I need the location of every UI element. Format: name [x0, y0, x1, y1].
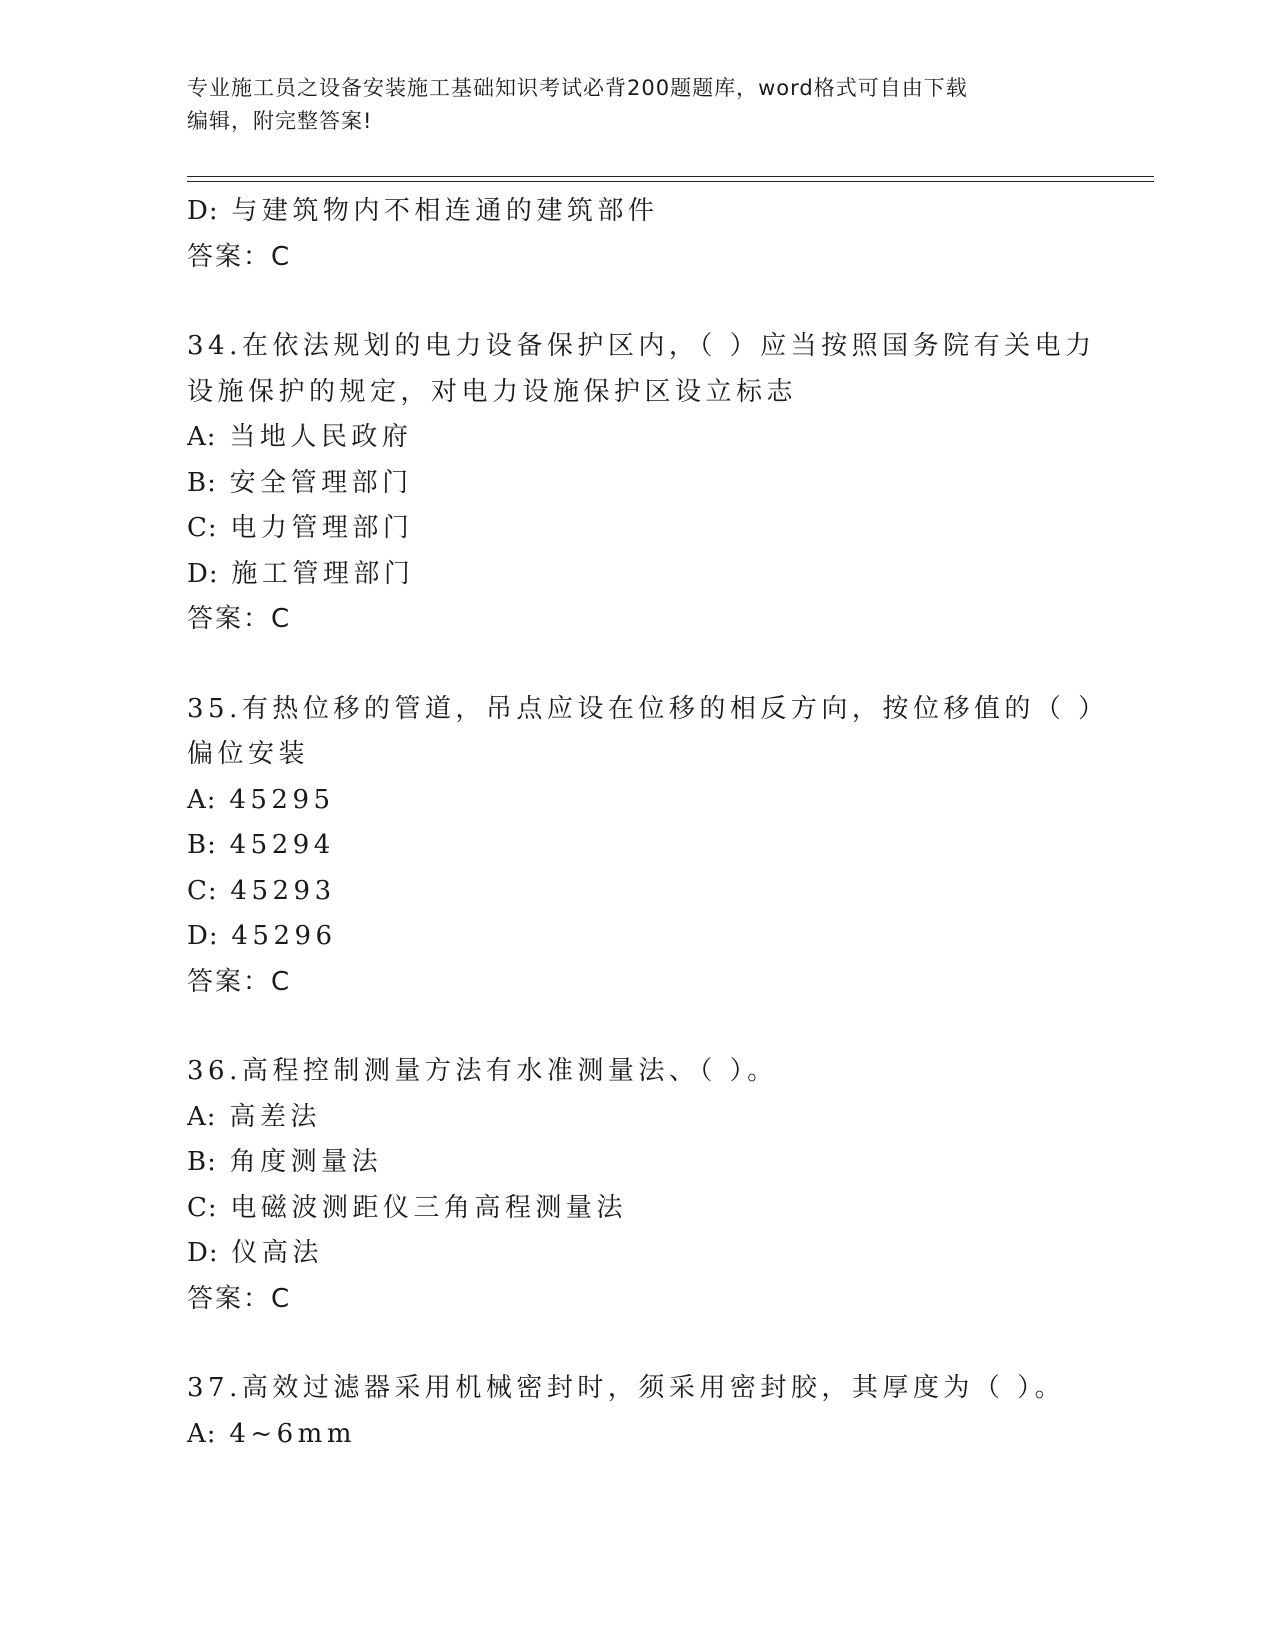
question-37: [187, 1366, 1067, 1457]
option-d: [187, 914, 1067, 960]
option-label: D:: [187, 1238, 219, 1268]
option-label: C:: [187, 875, 218, 906]
question-34: [187, 324, 1096, 643]
option-a: [187, 1412, 1067, 1458]
option-a: [187, 778, 1067, 824]
answer-line: 答案：C: [187, 1283, 292, 1314]
option-label: B:: [187, 467, 217, 498]
option-label: A:: [187, 422, 217, 452]
option-label: A:: [187, 784, 217, 815]
option-b: [187, 823, 1067, 869]
question-stem: 设施保护的规定，对电力设施保护区设立标志: [187, 376, 798, 407]
option-d: [187, 1231, 1067, 1277]
question-list: [187, 189, 1109, 1457]
option-text: 当地人民政府: [229, 422, 413, 452]
header-divider-top: [187, 176, 1154, 177]
answer-line: 答案：C: [187, 966, 292, 997]
option-text: 施工管理部门: [231, 558, 415, 589]
option-text: 45294: [229, 830, 335, 860]
option-label: A:: [187, 1101, 217, 1132]
option-label: B:: [187, 1147, 217, 1177]
option-label: C:: [187, 1192, 218, 1223]
option-label: A:: [187, 1418, 217, 1449]
header-divider-bottom: [187, 181, 1154, 182]
option-text: 高差法: [229, 1101, 321, 1132]
answer-line: 答案：C: [187, 241, 292, 272]
option-c: [187, 506, 1067, 552]
option-text: 角度测量法: [229, 1147, 383, 1177]
option-text: 45293: [230, 875, 336, 906]
document-header: [187, 72, 1087, 138]
option-c: [187, 869, 1067, 915]
option-text: 4~6mm: [229, 1418, 356, 1449]
option-a: [187, 415, 1067, 461]
option-d: [187, 552, 1067, 598]
option-label: D:: [187, 196, 219, 226]
question-stem: 偏位安装: [187, 739, 310, 769]
option-text: 45296: [231, 921, 337, 951]
option-text: 45295: [229, 784, 335, 815]
option-text: 电力管理部门: [230, 513, 414, 543]
question-stem: 34.在依法规划的电力设备保护区内，（ ）应当按照国务院有关电力: [187, 331, 1096, 361]
option-a: [187, 1095, 1067, 1141]
option-label: B:: [187, 830, 217, 860]
option-c: [187, 1186, 1067, 1232]
header-title-line-2: 编辑，附完整答案!: [187, 109, 373, 133]
option-text: 安全管理部门: [229, 467, 413, 498]
option-b: [187, 461, 1067, 507]
option-label: D:: [187, 921, 219, 951]
question-36: [187, 1049, 1067, 1322]
option-text: 仪高法: [231, 1238, 323, 1268]
option-text: 与建筑物内不相连通的建筑部件: [231, 196, 659, 226]
header-title-line-1: 专业施工员之设备安装施工基础知识考试必背200题题库，word格式可自由下载: [187, 76, 968, 100]
option-d: [187, 189, 1067, 235]
option-label: D:: [187, 558, 219, 589]
question-stem: 35.有热位移的管道，吊点应设在位移的相反方向，按位移值的（ ）: [187, 693, 1109, 724]
question-35: [187, 687, 1109, 1006]
answer-line: 答案：C: [187, 604, 292, 634]
option-label: C:: [187, 513, 218, 543]
question-stem: 36.高程控制测量方法有水准测量法、（ ）。: [187, 1056, 778, 1086]
question-33-continuation: [187, 189, 1067, 280]
question-stem: 37.高效过滤器采用机械密封时，须采用密封胶，其厚度为（ ）。: [187, 1373, 1066, 1403]
option-b: [187, 1140, 1067, 1186]
option-text: 电磁波测距仪三角高程测量法: [230, 1192, 627, 1223]
